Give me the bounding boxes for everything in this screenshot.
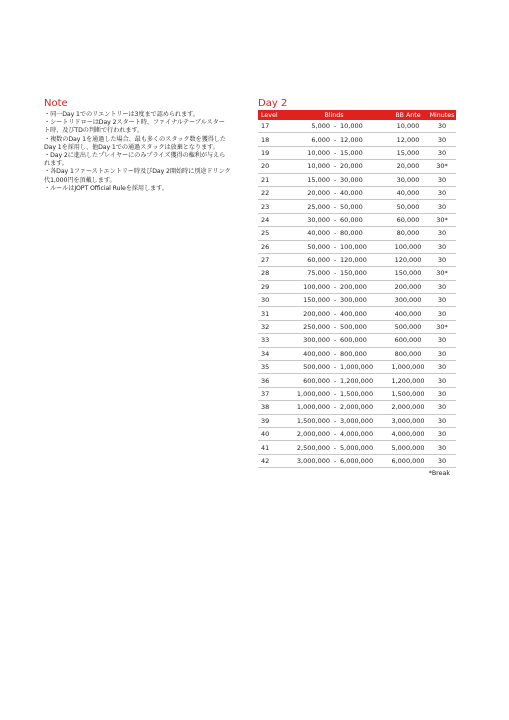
level-cell: 23	[258, 200, 280, 213]
small-blind-cell: 500,000	[280, 361, 330, 374]
table-row	[258, 200, 456, 213]
level-cell: 29	[258, 280, 280, 293]
level-cell: 40	[258, 427, 280, 440]
big-blind-cell: 5,000,000	[340, 441, 388, 454]
level-cell: 28	[258, 267, 280, 280]
small-blind-cell: 300,000	[280, 334, 330, 347]
big-blind-cell: 12,000	[340, 133, 388, 146]
minutes-cell: 30	[428, 374, 456, 387]
minutes-cell: 30	[428, 173, 456, 186]
note-line: れます。	[44, 160, 68, 168]
blind-separator: -	[330, 173, 340, 186]
note-line: 代1,000円を頂戴します。	[44, 176, 116, 184]
small-blind-cell: 1,000,000	[280, 401, 330, 414]
level-cell: 42	[258, 454, 280, 467]
minutes-cell: 30	[428, 334, 456, 347]
blind-separator: -	[330, 347, 340, 360]
table-row	[258, 186, 456, 199]
big-blind-cell: 150,000	[340, 267, 388, 280]
big-blind-cell: 20,000	[340, 160, 388, 173]
small-blind-cell: 2,500,000	[280, 441, 330, 454]
table-row	[258, 146, 456, 159]
day2-title: Day 2	[258, 98, 288, 109]
small-blind-cell: 150,000	[280, 294, 330, 307]
big-blind-cell: 100,000	[340, 240, 388, 253]
bb-ante-cell: 1,200,000	[388, 374, 428, 387]
minutes-cell: 30	[428, 133, 456, 146]
bb-ante-cell: 600,000	[388, 334, 428, 347]
table-row	[258, 414, 456, 427]
small-blind-cell: 75,000	[280, 267, 330, 280]
bb-ante-cell: 120,000	[388, 253, 428, 266]
bb-ante-cell: 40,000	[388, 186, 428, 199]
table-row	[258, 427, 456, 440]
blind-structure-table	[258, 110, 456, 468]
note-line: ・各Day 1ファーストエントリー時及びDay 2開始時に別途ドリンク	[44, 168, 231, 176]
minutes-cell: 30	[428, 146, 456, 159]
bb-ante-cell: 4,000,000	[388, 427, 428, 440]
minutes-cell: 30	[428, 387, 456, 400]
blind-separator: -	[330, 133, 340, 146]
table-row	[258, 387, 456, 400]
small-blind-cell: 50,000	[280, 240, 330, 253]
level-cell: 37	[258, 387, 280, 400]
table-row	[258, 120, 456, 133]
bb-ante-cell: 150,000	[388, 267, 428, 280]
table-row	[258, 361, 456, 374]
small-blind-cell: 250,000	[280, 320, 330, 333]
header-blinds: Blinds	[280, 110, 388, 120]
level-cell: 18	[258, 133, 280, 146]
blind-separator: -	[330, 414, 340, 427]
level-cell: 19	[258, 146, 280, 159]
header-bb-ante: BB Ante	[388, 110, 428, 120]
blind-separator: -	[330, 160, 340, 173]
level-cell: 34	[258, 347, 280, 360]
table-row	[258, 441, 456, 454]
minutes-cell: 30	[428, 361, 456, 374]
small-blind-cell: 15,000	[280, 173, 330, 186]
bb-ante-cell: 1,000,000	[388, 361, 428, 374]
level-cell: 17	[258, 120, 280, 133]
bb-ante-cell: 15,000	[388, 146, 428, 159]
bb-ante-cell: 1,500,000	[388, 387, 428, 400]
big-blind-cell: 30,000	[340, 173, 388, 186]
blind-separator: -	[330, 227, 340, 240]
header-level: Level	[258, 110, 280, 120]
note-line: ・複数のDay 1を通過した場合、最も多くのスタック数を獲得した	[44, 135, 226, 143]
small-blind-cell: 2,000,000	[280, 427, 330, 440]
day2-section	[258, 98, 456, 477]
bb-ante-cell: 400,000	[388, 307, 428, 320]
table-row	[258, 280, 456, 293]
minutes-cell: 30	[428, 347, 456, 360]
bb-ante-cell: 12,000	[388, 133, 428, 146]
bb-ante-cell: 50,000	[388, 200, 428, 213]
minutes-cell: 30	[428, 240, 456, 253]
bb-ante-cell: 200,000	[388, 280, 428, 293]
small-blind-cell: 400,000	[280, 347, 330, 360]
bb-ante-cell: 300,000	[388, 294, 428, 307]
note-line: ・Day 2に進出したプレイヤーにのみプライズ獲得の権利が与えら	[44, 152, 226, 160]
blind-separator: -	[330, 186, 340, 199]
minutes-cell: 30	[428, 401, 456, 414]
minutes-cell: 30	[428, 200, 456, 213]
table-row	[258, 160, 456, 173]
minutes-cell: 30	[428, 427, 456, 440]
big-blind-cell: 80,000	[340, 227, 388, 240]
big-blind-cell: 200,000	[340, 280, 388, 293]
bb-ante-cell: 60,000	[388, 213, 428, 226]
big-blind-cell: 50,000	[340, 200, 388, 213]
minutes-cell: 30*	[428, 213, 456, 226]
bb-ante-cell: 800,000	[388, 347, 428, 360]
blind-separator: -	[330, 240, 340, 253]
level-cell: 22	[258, 186, 280, 199]
bb-ante-cell: 500,000	[388, 320, 428, 333]
blind-separator: -	[330, 427, 340, 440]
level-cell: 24	[258, 213, 280, 226]
small-blind-cell: 3,000,000	[280, 454, 330, 467]
table-row	[258, 173, 456, 186]
big-blind-cell: 500,000	[340, 320, 388, 333]
blind-separator: -	[330, 441, 340, 454]
big-blind-cell: 800,000	[340, 347, 388, 360]
level-cell: 36	[258, 374, 280, 387]
bb-ante-cell: 80,000	[388, 227, 428, 240]
big-blind-cell: 4,000,000	[340, 427, 388, 440]
bb-ante-cell: 2,000,000	[388, 401, 428, 414]
note-line: ・シートリドローはDay 2スタート時、ファイナルテーブルスター	[44, 119, 225, 127]
minutes-cell: 30	[428, 227, 456, 240]
small-blind-cell: 5,000	[280, 120, 330, 133]
table-body	[258, 120, 456, 468]
big-blind-cell: 600,000	[340, 334, 388, 347]
note-line: Day 1を採用し、他Day 1での通過スタックは放棄となります。	[44, 143, 219, 151]
blind-separator: -	[330, 307, 340, 320]
table-row	[258, 307, 456, 320]
table-row	[258, 267, 456, 280]
big-blind-cell: 1,000,000	[340, 361, 388, 374]
bb-ante-cell: 10,000	[388, 120, 428, 133]
small-blind-cell: 1,000,000	[280, 387, 330, 400]
small-blind-cell: 1,500,000	[280, 414, 330, 427]
minutes-cell: 30*	[428, 267, 456, 280]
table-row	[258, 213, 456, 226]
small-blind-cell: 25,000	[280, 200, 330, 213]
level-cell: 27	[258, 253, 280, 266]
blind-separator: -	[330, 120, 340, 133]
small-blind-cell: 10,000	[280, 146, 330, 159]
level-cell: 30	[258, 294, 280, 307]
blind-separator: -	[330, 253, 340, 266]
big-blind-cell: 6,000,000	[340, 454, 388, 467]
minutes-cell: 30	[428, 294, 456, 307]
table-row	[258, 294, 456, 307]
header-minutes: Minutes	[429, 111, 455, 119]
note-line: ト時、及びTDの判断で行われます。	[44, 127, 144, 135]
blind-separator: -	[330, 213, 340, 226]
minutes-cell: 30*	[428, 160, 456, 173]
blind-separator: -	[330, 387, 340, 400]
bb-ante-cell: 100,000	[388, 240, 428, 253]
minutes-cell: 30	[428, 120, 456, 133]
small-blind-cell: 6,000	[280, 133, 330, 146]
table-row	[258, 347, 456, 360]
minutes-cell: 30	[428, 454, 456, 467]
level-cell: 41	[258, 441, 280, 454]
table-row	[258, 454, 456, 467]
level-cell: 39	[258, 414, 280, 427]
level-cell: 26	[258, 240, 280, 253]
table-row	[258, 401, 456, 414]
table-row	[258, 374, 456, 387]
big-blind-cell: 400,000	[340, 307, 388, 320]
big-blind-cell: 120,000	[340, 253, 388, 266]
blind-separator: -	[330, 320, 340, 333]
blind-separator: -	[330, 334, 340, 347]
level-cell: 35	[258, 361, 280, 374]
minutes-cell: 30	[428, 307, 456, 320]
bb-ante-cell: 5,000,000	[388, 441, 428, 454]
big-blind-cell: 40,000	[340, 186, 388, 199]
big-blind-cell: 3,000,000	[340, 414, 388, 427]
blind-separator: -	[330, 267, 340, 280]
big-blind-cell: 2,000,000	[340, 401, 388, 414]
small-blind-cell: 20,000	[280, 186, 330, 199]
big-blind-cell: 10,000	[340, 120, 388, 133]
level-cell: 32	[258, 320, 280, 333]
big-blind-cell: 1,500,000	[340, 387, 388, 400]
small-blind-cell: 10,000	[280, 160, 330, 173]
small-blind-cell: 30,000	[280, 213, 330, 226]
minutes-cell: 30	[428, 414, 456, 427]
blind-separator: -	[330, 200, 340, 213]
break-footnote: *Break	[428, 470, 450, 478]
small-blind-cell: 40,000	[280, 227, 330, 240]
level-cell: 25	[258, 227, 280, 240]
small-blind-cell: 60,000	[280, 253, 330, 266]
blind-separator: -	[330, 280, 340, 293]
blind-separator: -	[330, 454, 340, 467]
table-row	[258, 133, 456, 146]
table-row	[258, 320, 456, 333]
note-line: ・ルールはJOPT Official Ruleを採用します。	[44, 184, 168, 192]
blind-separator: -	[330, 294, 340, 307]
table-row	[258, 240, 456, 253]
minutes-cell: 30	[428, 253, 456, 266]
blind-separator: -	[330, 374, 340, 387]
small-blind-cell: 100,000	[280, 280, 330, 293]
minutes-cell: 30*	[428, 320, 456, 333]
note-line: ・同一Day 1でのリエントリーは3度まで認められます。	[44, 111, 199, 118]
minutes-cell: 30	[428, 280, 456, 293]
big-blind-cell: 300,000	[340, 294, 388, 307]
minutes-cell: 30	[428, 186, 456, 199]
level-cell: 20	[258, 160, 280, 173]
table-row	[258, 334, 456, 347]
big-blind-cell: 60,000	[340, 213, 388, 226]
note-lines	[44, 111, 244, 193]
level-cell: 31	[258, 307, 280, 320]
blind-separator: -	[330, 146, 340, 159]
minutes-cell: 30	[428, 441, 456, 454]
blind-separator: -	[330, 401, 340, 414]
table-row	[258, 227, 456, 240]
note-title: Note	[44, 98, 68, 109]
level-cell: 21	[258, 173, 280, 186]
bb-ante-cell: 30,000	[388, 173, 428, 186]
big-blind-cell: 15,000	[340, 146, 388, 159]
small-blind-cell: 200,000	[280, 307, 330, 320]
bb-ante-cell: 3,000,000	[388, 414, 428, 427]
note-section	[44, 98, 244, 193]
small-blind-cell: 600,000	[280, 374, 330, 387]
blind-separator: -	[330, 361, 340, 374]
table-row	[258, 253, 456, 266]
bb-ante-cell: 6,000,000	[388, 454, 428, 467]
big-blind-cell: 1,200,000	[340, 374, 388, 387]
bb-ante-cell: 20,000	[388, 160, 428, 173]
table-header-row	[258, 110, 456, 120]
level-cell: 38	[258, 401, 280, 414]
level-cell: 33	[258, 334, 280, 347]
